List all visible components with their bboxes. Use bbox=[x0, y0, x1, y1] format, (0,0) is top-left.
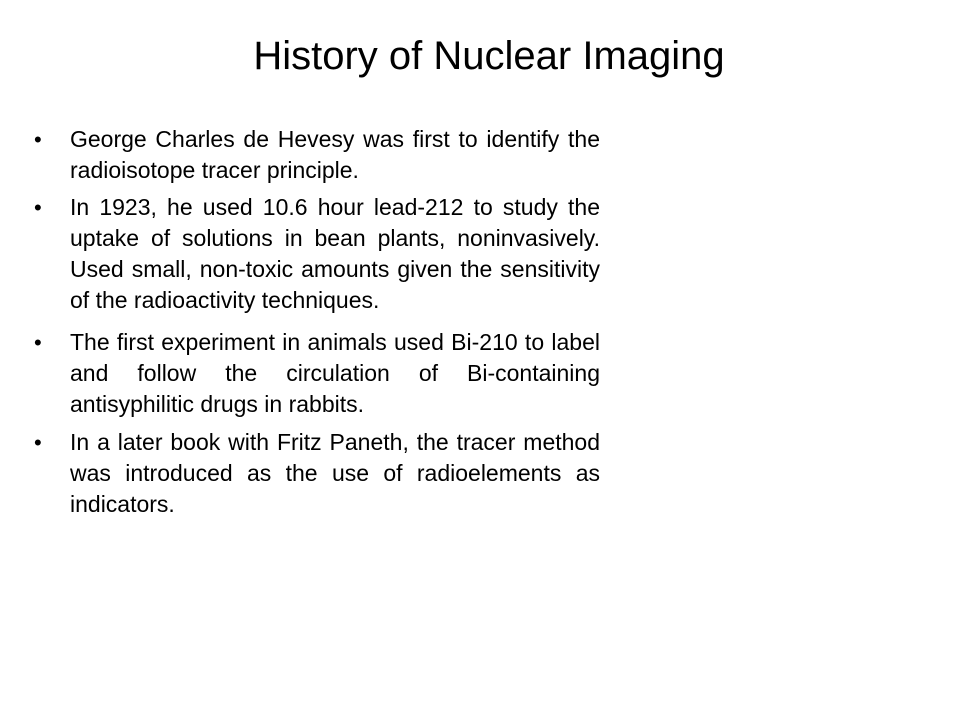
bullet-item bbox=[34, 327, 600, 420]
bullet-item bbox=[34, 192, 600, 316]
bullet-icon: • bbox=[34, 430, 42, 455]
bullet-text: The first experiment in animals used Bi-210 to label and follow the circulation of Bi-containing antisyphilitic drugs in rabbits. bbox=[70, 329, 600, 417]
bullet-icon: • bbox=[34, 195, 42, 220]
bullet-item bbox=[34, 124, 600, 186]
bullet-text: In a later book with Fritz Paneth, the tracer method was introduced as the use of radioelements as indicators. bbox=[70, 429, 600, 517]
bullet-icon: • bbox=[34, 330, 42, 355]
bullet-text: In 1923, he used 10.6 hour lead-212 to study the uptake of solutions in bean plants, noninvasively. Used small, non-toxic amounts given the sensitivity of the radioactivity techniques. bbox=[70, 194, 600, 313]
slide-title: History of Nuclear Imaging bbox=[253, 34, 725, 78]
bullet-icon: • bbox=[34, 127, 42, 152]
bullet-list bbox=[34, 124, 600, 526]
bullet-item bbox=[34, 427, 600, 520]
bullet-text: George Charles de Hevesy was first to identify the radioisotope tracer principle. bbox=[70, 126, 600, 183]
